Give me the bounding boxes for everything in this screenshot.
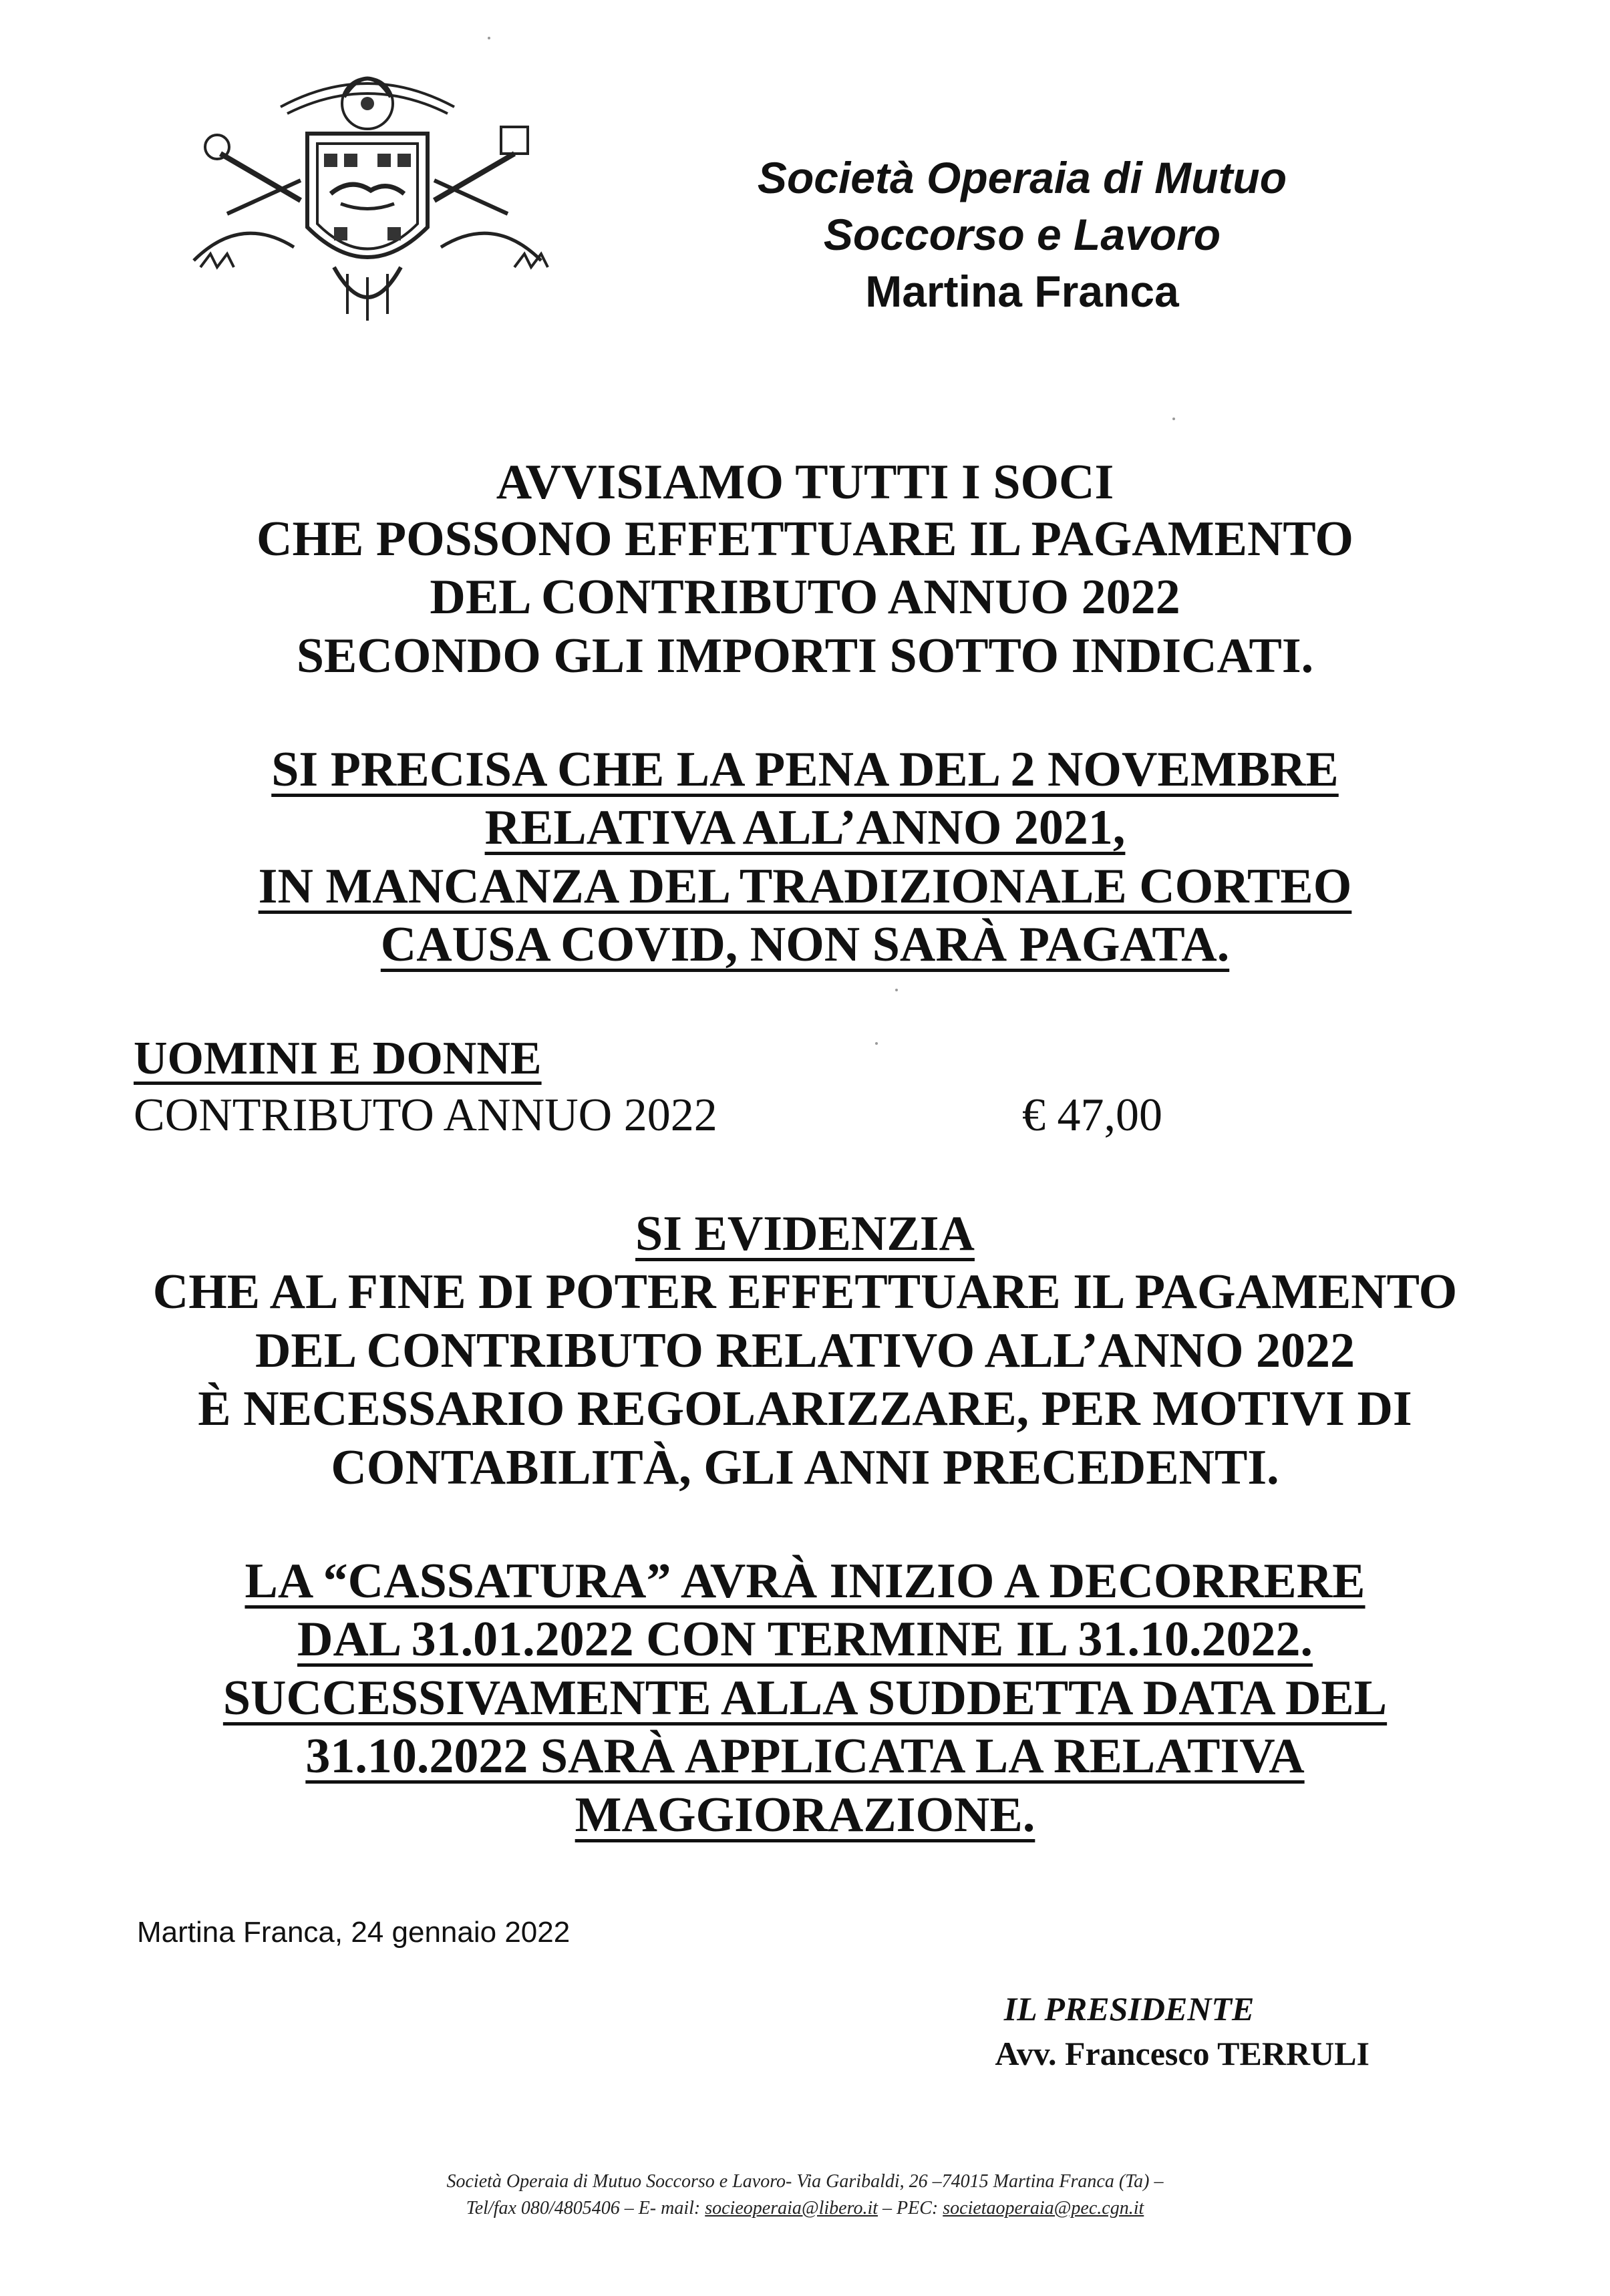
org-name-line-1: Società Operaia di Mutuo bbox=[757, 153, 1287, 202]
notice-line: SECONDO GLI IMPORTI SOTTO INDICATI. bbox=[296, 629, 1314, 683]
scan-speck bbox=[1172, 418, 1175, 420]
footer-contacts bbox=[0, 2198, 1610, 2219]
scan-speck bbox=[895, 989, 898, 991]
notice-line: DEL CONTRIBUTO ANNUO 2022 bbox=[430, 570, 1180, 625]
footer-address: Società Operaia di Mutuo Soccorso e Lavoro- Via Garibaldi, 26 –74015 Martina Franca (Ta) – bbox=[446, 2171, 1164, 2192]
evidenzia-line: DEL CONTRIBUTO RELATIVO ALL’ANNO 2022 bbox=[255, 1323, 1355, 1378]
pena-line bbox=[0, 858, 1610, 915]
pena-line-text: CAUSA COVID, NON SARÀ PAGATA. bbox=[380, 917, 1230, 972]
cassatura-line-text: 31.10.2022 SARÀ APPLICATA LA RELATIVA bbox=[305, 1729, 1305, 1784]
scan-speck bbox=[875, 1042, 878, 1045]
evidenzia-heading bbox=[0, 1206, 1610, 1263]
fee-heading: UOMINI E DONNE bbox=[134, 1033, 542, 1084]
footer-email-link[interactable]: socieoperaia@libero.it bbox=[705, 2198, 878, 2219]
org-name-line-2: Soccorso e Lavoro bbox=[823, 210, 1221, 259]
cassatura-line-text: LA “CASSATURA” AVRÀ INIZIO A DECORRERE bbox=[245, 1554, 1365, 1609]
footer-pec-link[interactable]: societaoperaia@pec.cgn.it bbox=[943, 2198, 1144, 2219]
cassatura-line bbox=[0, 1728, 1610, 1785]
notice-line: CHE POSSONO EFFETTUARE IL PAGAMENTO bbox=[257, 512, 1353, 566]
cassatura-line bbox=[0, 1553, 1610, 1610]
pena-line bbox=[0, 742, 1610, 798]
pena-line-text: SI PRECISA CHE LA PENA DEL 2 NOVEMBRE bbox=[271, 742, 1339, 797]
cassatura-line-text: SUCCESSIVAMENTE ALLA SUDDETTA DATA DEL bbox=[222, 1671, 1388, 1726]
evidenzia-line: È NECESSARIO REGOLARIZZARE, PER MOTIVI DI bbox=[198, 1381, 1412, 1436]
signature-role: IL PRESIDENTE bbox=[1003, 1990, 1255, 2027]
cassatura-line bbox=[0, 1787, 1610, 1844]
pena-line-text: IN MANCANZA DEL TRADIZIONALE CORTEO bbox=[258, 859, 1352, 914]
cassatura-line-text: MAGGIORAZIONE. bbox=[575, 1788, 1035, 1842]
pena-line bbox=[0, 800, 1610, 856]
fee-label: CONTRIBUTO ANNUO 2022 bbox=[134, 1090, 717, 1141]
pena-line bbox=[0, 917, 1610, 973]
date-line: Martina Franca, 24 gennaio 2022 bbox=[137, 1916, 571, 1949]
society-emblem-icon bbox=[180, 47, 554, 327]
footer-tel: Tel/fax 080/4805406 – E- mail: bbox=[466, 2198, 705, 2219]
evidenzia-heading-text: SI EVIDENZIA bbox=[635, 1206, 975, 1261]
cassatura-line bbox=[0, 1611, 1610, 1668]
pena-line-text: RELATIVA ALL’ANNO 2021, bbox=[484, 800, 1126, 855]
footer-pec-label: – PEC: bbox=[878, 2198, 943, 2219]
org-city: Martina Franca bbox=[865, 267, 1179, 316]
cassatura-line-text: DAL 31.01.2022 CON TERMINE IL 31.10.2022. bbox=[297, 1612, 1313, 1667]
signature-name: Avv. Francesco TERRULI bbox=[995, 2035, 1370, 2072]
cassatura-line bbox=[0, 1670, 1610, 1727]
fee-amount: € 47,00 bbox=[1022, 1090, 1162, 1141]
notice-line: AVVISIAMO TUTTI I SOCI bbox=[496, 455, 1114, 510]
evidenzia-line: CONTABILITÀ, GLI ANNI PRECEDENTI. bbox=[331, 1440, 1279, 1495]
scan-speck bbox=[488, 37, 490, 39]
evidenzia-line: CHE AL FINE DI POTER EFFETTUARE IL PAGAMENTO bbox=[152, 1265, 1458, 1319]
